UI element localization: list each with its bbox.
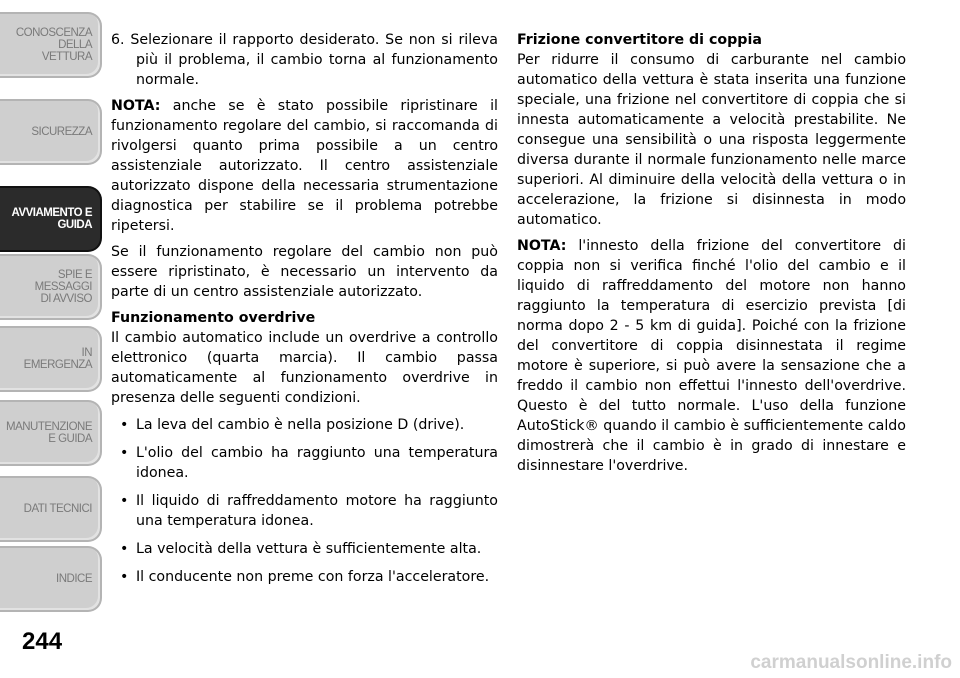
note-text: anche se è stato possibile ripristinare il funzionamento regolare del cambio, si raccomanda di rivolgersi quanto prima possibile a un centro assistenziale autorizzato. Il centro assistenziale autorizzato dispone della necessaria strumentazione diagnostica per stabilire se il problema potrebbe ripetersi. (111, 98, 498, 234)
tab-manutenzione-e-guida[interactable]: MANUTENZIONE E GUIDA (0, 400, 102, 466)
list-item: • La leva del cambio è nella posizione D (drive). (111, 415, 498, 435)
paragraph: Per ridurre il consumo di carburante nel cambio automatico della vettura è stata inserita una funzione speciale, una frizione nel convertitore di coppia che si innesta automaticamente a velocità prestabilite. Ne consegue una sensibilità o una risposta leggermente diversa durante il normale funzionamento nelle marce superiori. Al diminuire della velocità della vettura o in accelerazione, la frizione si disinnesta in modo automatico. (517, 52, 906, 228)
section-heading-overdrive: Funzionamento overdrive (111, 310, 316, 326)
list-item: • Il conducente non preme con forza l'acceleratore. (111, 567, 498, 587)
page-number: 244 (22, 628, 63, 655)
tab-in-emergenza[interactable]: IN EMERGENZA (0, 326, 102, 392)
note-label: NOTA: (517, 238, 567, 254)
tab-spie-e-messaggi[interactable]: SPIE E MESSAGGI DI AVVISO (0, 254, 102, 320)
paragraph: Il cambio automatico include un overdrive a controllo elettronico (quarta marcia). Il cambio passa automaticamente al funzionamento overdrive in presenza delle seguenti condizioni. (111, 330, 498, 406)
watermark: carmanualsonline.info (750, 652, 952, 673)
tab-dati-tecnici[interactable]: DATI TECNICI (0, 476, 102, 542)
step-6: 6. Selezionare il rapporto desiderato. Se non si rileva più il problema, il cambio torna al funzionamento normale. (111, 32, 498, 88)
tab-avviamento-e-guida[interactable]: AVVIAMENTO E GUIDA (0, 186, 102, 252)
list-item: • La velocità della vettura è sufficientemente alta. (111, 539, 498, 559)
tab-indice[interactable]: INDICE (0, 546, 102, 612)
chapter-sidebar (0, 0, 104, 620)
right-column (517, 30, 906, 482)
note-2 (517, 236, 906, 476)
list-item: • Il liquido di raffreddamento motore ha raggiunto una temperatura idonea. (111, 491, 498, 531)
section-heading-frizione: Frizione convertitore di coppia (517, 32, 762, 48)
note-1 (111, 96, 498, 236)
note-label: NOTA: (111, 98, 161, 114)
left-column (111, 30, 498, 595)
tab-sicurezza[interactable]: SICUREZZA (0, 99, 102, 165)
paragraph: Se il funzionamento regolare del cambio non può essere ripristinato, è necessario un intervento da parte di un centro assistenziale autorizzato. (111, 244, 498, 300)
note-text: l'innesto della frizione del convertitore di coppia non si verifica finché l'olio del cambio e il liquido di raffreddamento del motore non hanno raggiunto la temperatura di esercizio prevista [di norma dopo 2 - 5 km di guida]. Poiché con la frizione del convertitore di coppia disinnestata il regime motore è superiore, si può avere la sensazione che a freddo il cambio non effettui l'innesto dell'overdrive. Questo è del tutto normale. L'uso della funzione AutoStick® quando il cambio è sufficientemente caldo dimostrerà che il cambio è in grado di innestare e disinnestare l'overdrive. (517, 238, 906, 474)
tab-conoscenza-della-vettura[interactable]: CONOSCENZA DELLA VETTURA (0, 12, 102, 78)
list-item: • L'olio del cambio ha raggiunto una temperatura idonea. (111, 443, 498, 483)
